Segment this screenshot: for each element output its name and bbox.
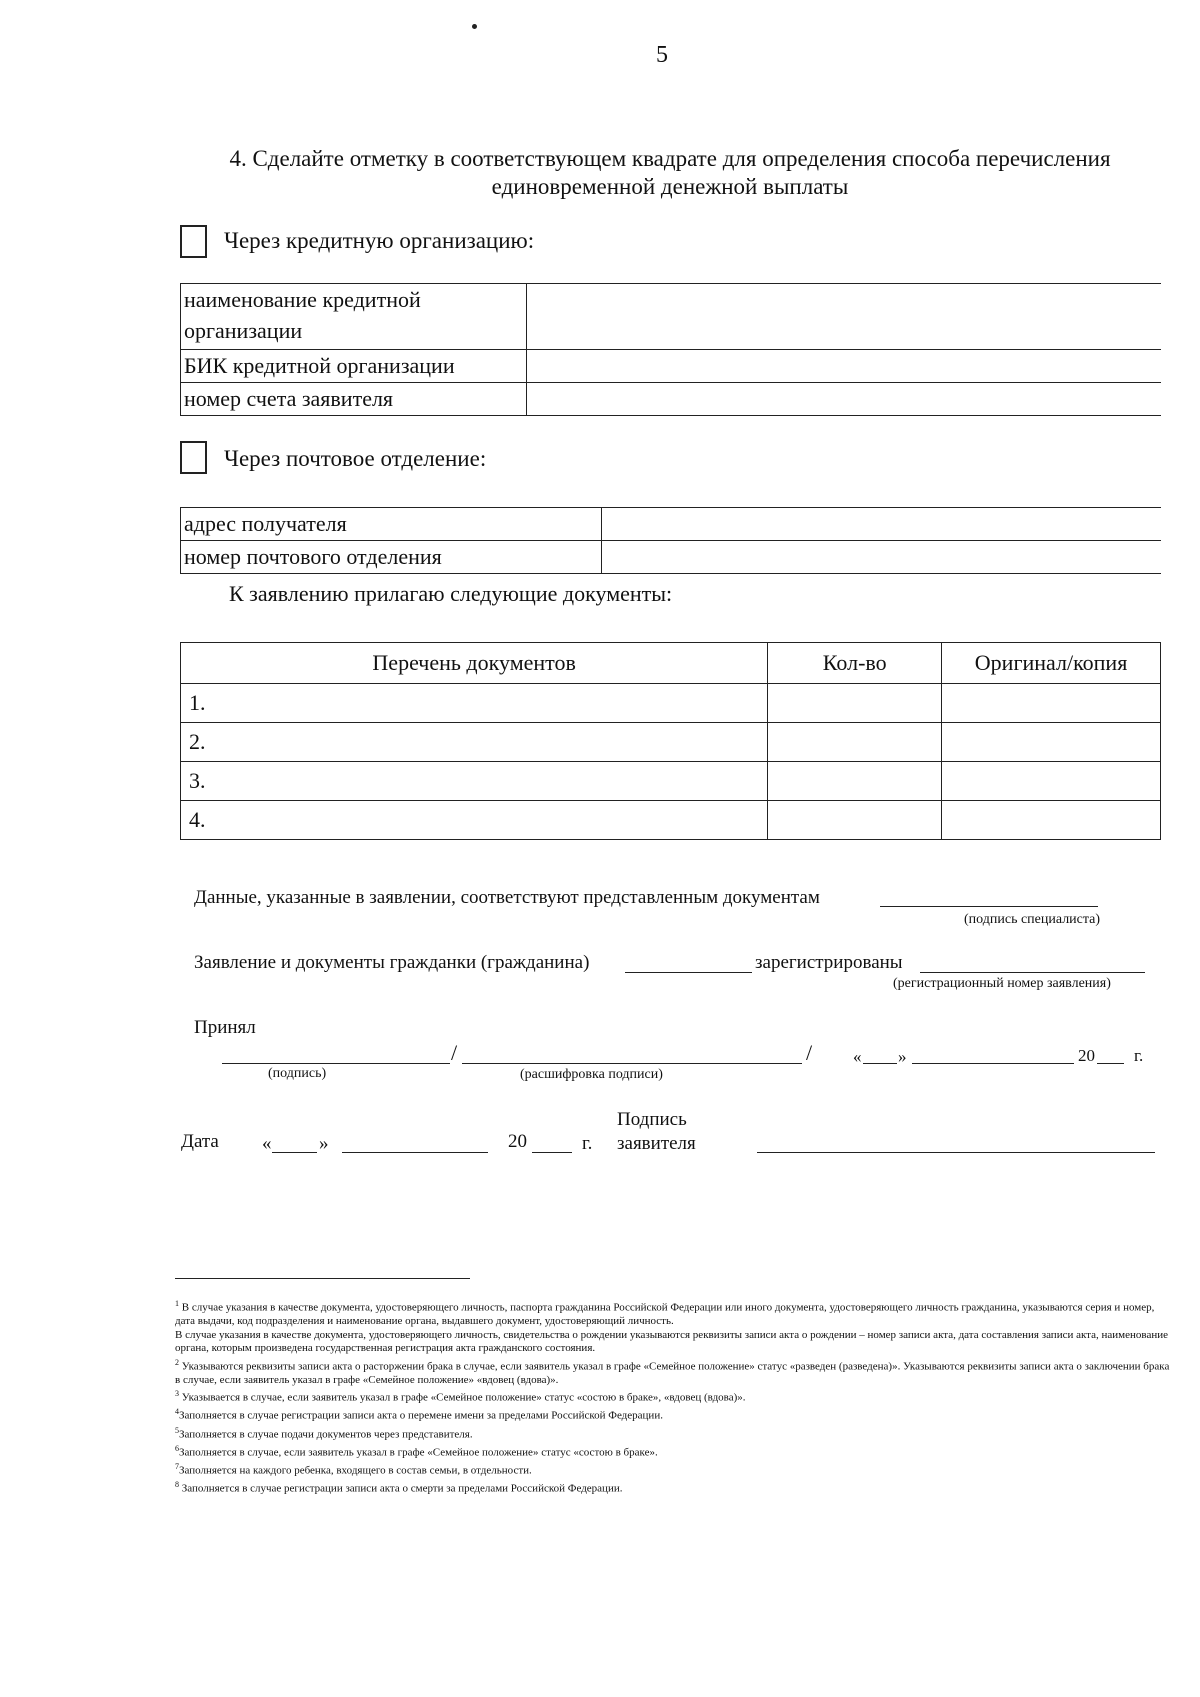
accepted-signature-caption: (подпись)	[268, 1066, 327, 1081]
bank-name-field[interactable]	[526, 284, 1161, 350]
post-details-table	[180, 507, 1161, 574]
original-copy-cell[interactable]	[942, 723, 1161, 762]
citizen-name-line[interactable]	[625, 972, 752, 973]
row-number[interactable]: 3.	[181, 762, 768, 801]
accepted-signature-line[interactable]	[222, 1063, 450, 1064]
post-row-office	[181, 541, 1162, 574]
bank-bik-field[interactable]	[526, 350, 1161, 383]
applicant-year-line[interactable]	[532, 1152, 572, 1153]
bank-row-name	[181, 284, 1162, 350]
accepted-month-line[interactable]	[912, 1063, 1074, 1064]
footnotes	[175, 1297, 1175, 1496]
section-title	[180, 145, 1160, 201]
applicant-quote-close: »	[319, 1133, 329, 1154]
table-row	[181, 684, 1161, 723]
registration-middle-text: зарегистрированы	[755, 952, 903, 973]
row-number[interactable]: 2.	[181, 723, 768, 762]
registration-number-caption: (регистрационный номер заявления)	[893, 976, 1111, 991]
footnote: $^5$Заполняется в случае подачи документов через представителя.	[175, 1425, 473, 1441]
footnote: $^7$Заполняется на каждого ребенка, входящего в состав семьи, в отдельности.	[175, 1461, 532, 1477]
bank-bik-label: БИК кредитной организации	[181, 350, 527, 383]
footnote: $^8$ Заполняется в случае регистрации записи акта о смерти за пределами Российской Федерации.	[175, 1480, 623, 1495]
applicant-signature-line[interactable]	[757, 1152, 1155, 1153]
accepted-year-prefix: 20	[1078, 1046, 1095, 1065]
applicant-quote-open: «	[262, 1133, 272, 1154]
verification-text: Данные, указанные в заявлении, соответствуют представленным документам	[194, 887, 820, 908]
row-number[interactable]: 1.	[181, 684, 768, 723]
post-option-checkbox[interactable]	[180, 441, 207, 474]
registration-number-line[interactable]	[920, 972, 1145, 973]
section-title-line2: единовременной денежной выплаты	[491, 174, 849, 199]
bank-option-checkbox[interactable]	[180, 225, 207, 258]
quantity-cell[interactable]	[768, 684, 942, 723]
documents-table	[180, 642, 1161, 840]
accepted-quote-open: «	[853, 1047, 862, 1066]
bank-details-table	[180, 283, 1161, 416]
bank-option-label: Через кредитную организацию:	[224, 228, 535, 253]
accepted-quote-close: »	[898, 1047, 907, 1066]
post-office-field[interactable]	[601, 541, 1161, 574]
footnote: В случае указания в качестве документа, удостоверяющего личность, свидетельства о рождении указываются реквизиты записи акта о рождении – номер записи акта, дата составления записи акта, наименование органа, которым произведена государственная регистрация акта гражданского состояния.	[175, 1328, 1168, 1355]
specialist-signature-caption: (подпись специалиста)	[964, 912, 1101, 927]
bank-row-account	[181, 383, 1162, 416]
bank-row-bik	[181, 350, 1162, 383]
post-address-field[interactable]	[601, 508, 1161, 541]
original-copy-cell[interactable]	[942, 801, 1161, 840]
accepted-year-suffix: г.	[1134, 1046, 1144, 1065]
footnote: $^6$Заполняется в случае, если заявитель указал в графе «Семейное положение» статус «состою в браке».	[175, 1443, 658, 1459]
section-title-line1: 4. Сделайте отметку в соответствующем квадрате для определения способа перечисления	[229, 146, 1111, 171]
documents-header-row	[181, 643, 1161, 684]
original-copy-cell[interactable]	[942, 762, 1161, 801]
applicant-month-line[interactable]	[342, 1152, 488, 1153]
quantity-cell[interactable]	[768, 723, 942, 762]
post-address-label: адрес получателя	[181, 508, 602, 541]
header-documents-list: Перечень документов	[181, 643, 768, 684]
footnote: $^3$ Указывается в случае, если заявитель указал в графе «Семейное положение» статус «состою в браке», «вдовец (вдова)».	[175, 1389, 746, 1404]
quantity-cell[interactable]	[768, 801, 942, 840]
applicant-date-label: Дата	[181, 1131, 219, 1152]
table-row	[181, 762, 1161, 801]
bank-name-label: наименование кредитной организации	[181, 284, 527, 350]
table-row	[181, 801, 1161, 840]
accepted-year-line[interactable]	[1097, 1063, 1124, 1064]
accepted-separator-1: /	[451, 1040, 458, 1065]
footnote: $^1$ В случае указания в качестве документа, удостоверяющего личность, паспорта гражданина Российской Федерации или иного документа, удостоверяющего личность гражданина, указываются серия и номер, дата выдачи, код подразделения и наименование органа, выдавшего документ, удостоверяющий личность.	[175, 1299, 1155, 1328]
registration-text: Заявление и документы гражданки (гражданина)	[194, 952, 590, 973]
applicant-day-line[interactable]	[272, 1152, 317, 1153]
documents-intro: К заявлению прилагаю следующие документы:	[229, 581, 673, 606]
bank-account-field[interactable]	[526, 383, 1161, 416]
quantity-cell[interactable]	[768, 762, 942, 801]
accepted-label: Принял	[194, 1017, 256, 1038]
post-office-label: номер почтового отделения	[181, 541, 602, 574]
post-row-address	[181, 508, 1162, 541]
footnote-divider	[175, 1278, 470, 1279]
page-number: 5	[656, 42, 668, 68]
accepted-decode-caption: (расшифровка подписи)	[520, 1067, 663, 1082]
header-original-copy: Оригинал/копия	[942, 643, 1161, 684]
applicant-year-suffix: г.	[582, 1133, 593, 1154]
original-copy-cell[interactable]	[942, 684, 1161, 723]
applicant-signature-label: Подпись заявителя	[617, 1109, 696, 1154]
applicant-year-prefix: 20	[508, 1131, 527, 1152]
footnote: $^4$Заполняется в случае регистрации записи акта о перемене имени за пределами Российской Федерации.	[175, 1407, 663, 1423]
header-quantity: Кол-во	[768, 643, 942, 684]
footnote: $^2$ Указываются реквизиты записи акта о расторжении брака в случае, если заявитель указал в графе «Семейное положение» статус «разведен (разведена)». Указываются реквизиты записи акта о заключении брака в случае, если заявитель указал в графе «Семейное положение» «вдовец (вдова)».	[175, 1357, 1170, 1386]
accepted-separator-2: /	[806, 1040, 813, 1065]
scan-dot	[472, 24, 477, 29]
accepted-decode-line[interactable]	[462, 1063, 802, 1064]
bank-account-label: номер счета заявителя	[181, 383, 527, 416]
table-row	[181, 723, 1161, 762]
specialist-signature-line[interactable]	[880, 906, 1098, 907]
post-option-label: Через почтовое отделение:	[224, 446, 487, 471]
row-number[interactable]: 4.	[181, 801, 768, 840]
accepted-day-line[interactable]	[863, 1063, 897, 1064]
